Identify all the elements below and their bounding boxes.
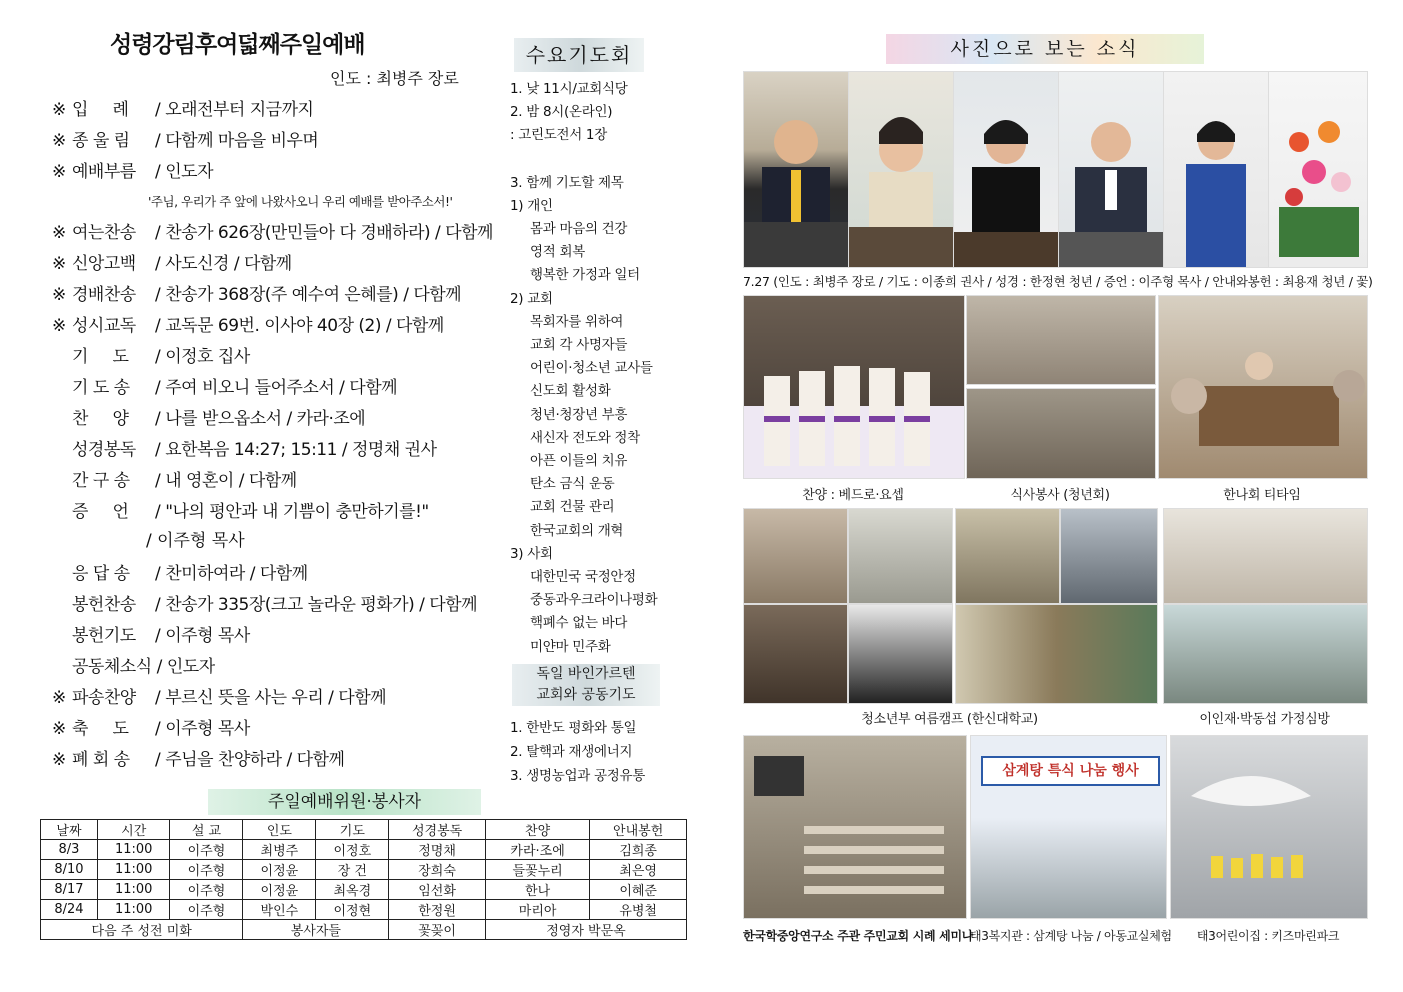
prayer-topic: 미얀마 민주화 — [530, 638, 611, 655]
prayer-topic: 한국교회의 개혁 — [530, 522, 624, 539]
photo-prayer — [848, 71, 954, 268]
separator: / — [155, 100, 161, 120]
table-header-row — [41, 820, 687, 840]
committee-table — [40, 819, 687, 940]
photo-meal-service-1 — [966, 295, 1156, 385]
order-text: 주님을 찬양하라 / 다함께 — [165, 750, 345, 770]
berlin-title-line2: 교회와 공동기도 — [536, 687, 636, 703]
prayer-topic: 새신자 전도와 정착 — [530, 429, 640, 446]
photo-choir — [743, 295, 965, 479]
worship-order-item — [52, 373, 397, 398]
asterisk-mark: ※ — [52, 131, 66, 151]
separator: / — [155, 378, 161, 398]
asterisk-mark: ※ — [52, 688, 66, 708]
order-label: 기 도 송 — [72, 378, 130, 398]
prayer-topic: 영적 회복 — [530, 244, 585, 261]
table-header-cell: 날짜 — [41, 820, 98, 840]
table-cell: 이주형 — [170, 900, 243, 920]
photo-camp-2 — [848, 508, 953, 604]
table-cell: 임선화 — [389, 880, 486, 900]
table-cell: 이정호 — [316, 840, 389, 860]
caption-seminar: 한국학중앙연구소 주관 주민교회 시례 세미나 — [743, 929, 974, 943]
table-cell: 카라·조에 — [485, 840, 589, 860]
caption-meal-service: 식사봉사 (청년회) — [1010, 488, 1110, 503]
top-photo-caption: 7.27 (인도 : 최병주 장로 / 기도 : 이종희 권사 / 성경 : 한정현 청년 / 증언 : 이주형 목사 / 안내와봉헌 : 최용재 청년 / 꽃) — [743, 274, 1373, 289]
table-row — [41, 880, 687, 900]
table-cell: 최은영 — [590, 860, 687, 880]
separator: / — [155, 471, 161, 491]
table-cell: 이주형 — [170, 880, 243, 900]
order-text: 인도자 — [166, 657, 215, 677]
prayer-topic: 중동과우크라이나평화 — [530, 592, 658, 609]
worship-order-item — [52, 342, 250, 367]
photo-camp-3 — [955, 508, 1060, 604]
order-label: 파송찬양 — [72, 688, 136, 708]
caption-samgyetang: 태3복지관 : 삼계탕 나눔 / 아동교실체험 — [970, 929, 1172, 943]
order-label: 축 도 — [72, 719, 129, 739]
table-header-cell: 안내봉헌 — [590, 820, 687, 840]
table-header-cell: 인도 — [243, 820, 316, 840]
prayer-topic: 대한민국 국정안정 — [530, 569, 636, 585]
order-label: 공동체소식 — [72, 657, 152, 677]
photo-scripture — [953, 71, 1059, 268]
table-cell: 한정원 — [389, 900, 486, 920]
separator: / — [155, 223, 161, 243]
worship-order-item — [52, 745, 344, 770]
asterisk-mark: ※ — [52, 750, 66, 770]
asterisk-mark: ※ — [52, 254, 66, 274]
order-label: 기 도 — [72, 347, 129, 367]
worship-order-item — [52, 95, 313, 120]
caption-youth-camp: 청소년부 여름캠프 (한신대학교) — [861, 712, 1038, 727]
order-label: 봉헌기도 — [72, 626, 136, 646]
table-row — [41, 840, 687, 860]
order-text: 이정호 집사 — [165, 347, 250, 367]
photo-home-visit-2 — [1163, 604, 1368, 704]
order-text: 이주형 목사 — [165, 719, 250, 739]
photo-seminar — [743, 735, 967, 919]
order-text: 찬미하여라 / 다함께 — [165, 564, 308, 584]
worship-order-item — [52, 249, 292, 274]
worship-order-item — [52, 404, 365, 429]
table-cell: 최병주 — [243, 840, 316, 860]
prayer-topic: 교회 건물 관리 — [530, 499, 615, 516]
order-label: 여는찬송 — [72, 223, 136, 243]
separator: / — [155, 254, 161, 274]
table-row — [41, 860, 687, 880]
caption-kids-marine-park: 태3어린이집 : 키즈마린파크 — [1196, 929, 1340, 943]
table-cell: 최옥경 — [316, 880, 389, 900]
testimony-speaker: / 이주형 목사 — [146, 531, 245, 551]
order-text: 주여 비오니 들어주소서 / 다함께 — [165, 378, 398, 398]
order-text: 인도자 — [165, 162, 214, 182]
table-cell: 들꽃누리 — [485, 860, 589, 880]
table-cell: 이주형 — [170, 840, 243, 860]
berlin-church-title — [512, 664, 660, 706]
order-text: 찬송가 626장(만민들아 다 경배하라) / 다함께 — [165, 223, 493, 243]
table-cell: 8/10 — [41, 860, 98, 880]
order-label: 예배부름 — [72, 162, 136, 182]
asterisk-mark: ※ — [52, 223, 66, 243]
table-cell: 마리아 — [485, 900, 589, 920]
joint-prayer-item: 1. 한반도 평화와 통일 — [510, 720, 637, 736]
caption-choir: 찬양 : 베드로·요셉 — [802, 488, 904, 503]
photo-camp-6 — [848, 604, 953, 704]
asterisk-mark: ※ — [52, 100, 66, 120]
photo-home-visit-1 — [1163, 508, 1368, 604]
table-cell: 8/24 — [41, 900, 98, 920]
photo-flowers — [1268, 71, 1368, 268]
table-cell: 장 건 — [316, 860, 389, 880]
samgyetang-banner: 삼계탕 특식 나눔 행사 — [981, 756, 1160, 786]
table-cell: 11:00 — [97, 880, 170, 900]
prayer-topic: 핵폐수 없는 바다 — [530, 615, 628, 632]
table-cell: 한나 — [485, 880, 589, 900]
wednesday-prayer-title: 수요기도회 — [514, 38, 644, 72]
order-label: 입 례 — [72, 100, 129, 120]
order-text: 사도신경 / 다함께 — [165, 254, 292, 274]
footer-cell: 봉사자들 — [243, 920, 389, 940]
photo-tea-time — [1158, 295, 1368, 479]
prayer-topic: 행복한 가정과 일터 — [530, 267, 640, 284]
table-cell: 8/3 — [41, 840, 98, 860]
prayer-topic: 1) 개인 — [510, 197, 553, 214]
footer-cell: 정영자 박문옥 — [485, 920, 686, 940]
table-cell: 김희종 — [590, 840, 687, 860]
separator: / — [155, 750, 161, 770]
table-cell: 이정현 — [316, 900, 389, 920]
order-text: "나의 평안과 내 기쁨이 충만하기를!" — [165, 502, 429, 522]
caption-home-visit: 이인재·박동섭 가정심방 — [1199, 712, 1330, 727]
worship-order-item — [52, 621, 250, 646]
separator: / — [155, 502, 161, 522]
order-label: 증 언 — [72, 502, 129, 522]
worship-order-item — [52, 126, 318, 151]
table-cell: 이주형 — [170, 860, 243, 880]
berlin-title-line1: 독일 바인가르텐 — [536, 666, 636, 682]
prayer-topic: 청년·청장년 부흥 — [530, 406, 628, 423]
order-label: 간 구 송 — [72, 471, 130, 491]
prayer-topic: 어린이·청소년 교사들 — [530, 360, 653, 377]
table-cell: 이정윤 — [243, 880, 316, 900]
news-title: 사진으로 보는 소식 — [886, 34, 1204, 64]
order-label: 찬 양 — [72, 409, 129, 429]
table-cell: 11:00 — [97, 860, 170, 880]
worship-order-item — [52, 714, 250, 739]
photo-camp-4 — [1060, 508, 1158, 604]
committee-title: 주일예배위원·봉사자 — [208, 789, 481, 815]
prayer-topic: 3. 함께 기도할 제목 — [510, 174, 624, 191]
table-header-cell: 시간 — [97, 820, 170, 840]
worship-order-item — [52, 497, 429, 522]
call-to-worship-text: '주님, 우리가 주 앞에 나왔사오니 우리 예배를 받아주소서!' — [148, 194, 453, 209]
photo-samgyetang — [970, 735, 1167, 919]
separator: / — [155, 162, 161, 182]
separator: / — [156, 657, 162, 677]
separator: / — [155, 347, 161, 367]
table-cell: 정명채 — [389, 840, 486, 860]
table-cell: 유병철 — [590, 900, 687, 920]
prayer-topic: 교회 각 사명자들 — [530, 337, 628, 353]
order-text: 내 영혼이 / 다함께 — [165, 471, 297, 491]
order-label: 성경봉독 — [72, 440, 136, 460]
asterisk-mark: ※ — [52, 162, 66, 182]
photo-usher — [1163, 71, 1269, 268]
service-leader: 인도 : 최병주 장로 — [330, 69, 459, 88]
worship-order-item — [52, 218, 493, 243]
worship-order-item — [52, 652, 215, 677]
order-label: 종 울 림 — [72, 131, 130, 151]
prayer-topic: 몸과 마음의 건강 — [530, 221, 628, 237]
separator: / — [155, 285, 161, 305]
joint-prayer-item: 3. 생명농업과 공정유통 — [510, 768, 645, 784]
separator: / — [155, 131, 161, 151]
photo-kids-marine-park — [1170, 735, 1368, 919]
table-cell: 이정윤 — [243, 860, 316, 880]
separator: / — [155, 409, 161, 429]
order-label: 응 답 송 — [72, 564, 130, 584]
table-cell: 11:00 — [97, 900, 170, 920]
separator: / — [155, 719, 161, 739]
order-text: 교독문 69번. 이사야 40장 (2) / 다함께 — [165, 316, 444, 336]
worship-order-item — [52, 466, 297, 491]
order-text: 오래전부터 지금까지 — [165, 100, 314, 120]
prayer-topic: 2. 밤 8시(온라인) — [510, 104, 613, 121]
asterisk-mark: ※ — [52, 285, 66, 305]
prayer-topic: : 고린도전서 1장 — [510, 127, 607, 144]
photo-camp-5 — [743, 604, 848, 704]
table-cell: 박인수 — [243, 900, 316, 920]
prayer-topic: 탄소 금식 운동 — [530, 476, 615, 493]
worship-order-item — [52, 559, 308, 584]
table-header-cell: 설 교 — [170, 820, 243, 840]
photo-camp-7 — [955, 604, 1158, 704]
table-cell: 장희숙 — [389, 860, 486, 880]
prayer-topic: 아픈 이들의 치유 — [530, 453, 628, 469]
order-label: 경배찬송 — [72, 285, 136, 305]
order-text: 부르신 뜻을 사는 우리 / 다함께 — [165, 688, 387, 708]
separator: / — [155, 316, 161, 336]
joint-prayer-item: 2. 탈핵과 재생에너지 — [510, 744, 633, 760]
separator: / — [155, 564, 161, 584]
prayer-topic: 1. 낮 11시/교회식당 — [510, 81, 628, 97]
caption-tea-time: 한나회 티타임 — [1223, 488, 1301, 503]
table-header-cell: 성경봉독 — [389, 820, 486, 840]
asterisk-mark: ※ — [52, 316, 66, 336]
photo-leader — [743, 71, 849, 268]
table-header-cell: 기도 — [316, 820, 389, 840]
worship-order-item — [52, 435, 437, 460]
order-text: 다함께 마음을 비우며 — [165, 131, 319, 151]
footer-cell: 다음 주 성전 미화 — [41, 920, 243, 940]
table-header-cell: 찬양 — [485, 820, 589, 840]
prayer-topic: 3) 사회 — [510, 545, 553, 562]
order-text: 이주형 목사 — [165, 626, 250, 646]
asterisk-mark: ※ — [52, 719, 66, 739]
table-row — [41, 900, 687, 920]
page-title: 성령강림후여덟째주일예배 — [110, 31, 365, 58]
prayer-topic: 2) 교회 — [510, 290, 553, 307]
worship-order-item — [52, 280, 461, 305]
order-label: 봉헌찬송 — [72, 595, 136, 615]
footer-cell: 꽃꽂이 — [389, 920, 486, 940]
order-text: 나를 받으옵소서 / 카라·조에 — [165, 409, 366, 429]
worship-order-item — [52, 311, 444, 336]
worship-order-item — [52, 683, 386, 708]
table-cell: 8/17 — [41, 880, 98, 900]
separator: / — [155, 626, 161, 646]
order-label: 신앙고백 — [72, 254, 136, 274]
order-label: 폐 회 송 — [72, 750, 130, 770]
order-label: 성시교독 — [72, 316, 136, 336]
photo-camp-1 — [743, 508, 848, 604]
table-cell: 이혜준 — [590, 880, 687, 900]
photo-meal-service-2 — [966, 388, 1156, 479]
prayer-topic: 신도회 활성화 — [530, 383, 611, 400]
separator: / — [155, 440, 161, 460]
prayer-topic: 목회자를 위하여 — [530, 313, 624, 330]
order-text: 찬송가 368장(주 예수여 은혜를) / 다함께 — [165, 285, 462, 305]
worship-order-item — [52, 157, 213, 182]
table-footer-row — [41, 920, 687, 940]
separator: / — [155, 595, 161, 615]
photo-testimony — [1058, 71, 1164, 268]
separator: / — [155, 688, 161, 708]
order-text: 찬송가 335장(크고 놀라운 평화가) / 다함께 — [165, 595, 478, 615]
table-cell: 11:00 — [97, 840, 170, 860]
worship-order-item — [52, 590, 477, 615]
order-text: 요한복음 14:27; 15:11 / 정명채 권사 — [165, 440, 437, 460]
